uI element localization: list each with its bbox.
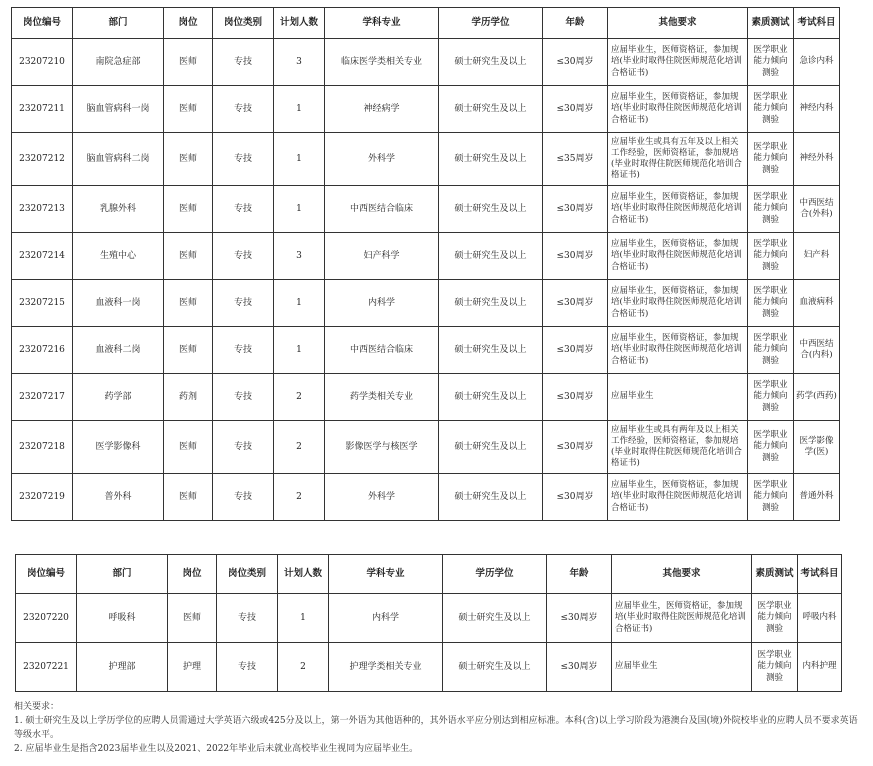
cell-degree: 硕士研究生及以上 (443, 594, 547, 643)
cell-major: 临床医学类相关专业 (325, 39, 439, 86)
cell-count: 2 (274, 374, 325, 421)
table-row (16, 643, 842, 692)
cell-degree: 硕士研究生及以上 (439, 421, 543, 474)
header-quality: 素质测试 (748, 8, 794, 39)
cell-count: 3 (274, 233, 325, 280)
cell-id: 23207210 (12, 39, 73, 86)
cell-category: 专技 (213, 233, 274, 280)
cell-post: 医师 (164, 327, 213, 374)
cell-dept: 医学影像科 (73, 421, 164, 474)
cell-age: ≤30周岁 (543, 280, 608, 327)
header-category: 岗位类别 (217, 555, 278, 594)
cell-req: 应届毕业生，医师资格证，参加规培(毕业时取得住院医师规范化培训合格证书) (608, 86, 748, 133)
cell-req: 应届毕业生，医师资格证，参加规培(毕业时取得住院医师规范化培训合格证书) (608, 39, 748, 86)
cell-count: 1 (274, 327, 325, 374)
cell-req: 应届毕业生，医师资格证，参加规培(毕业时取得住院医师规范化培训合格证书) (608, 474, 748, 521)
cell-category: 专技 (213, 86, 274, 133)
cell-post: 医师 (164, 86, 213, 133)
cell-category: 专技 (213, 327, 274, 374)
header-major: 学科专业 (325, 8, 439, 39)
job-table-1 (11, 7, 840, 521)
cell-quality: 医学职业能力倾向测验 (752, 643, 798, 692)
cell-subject: 中西医结合(外科) (794, 186, 840, 233)
cell-category: 专技 (213, 39, 274, 86)
cell-dept: 南院急症部 (73, 39, 164, 86)
cell-id: 23207215 (12, 280, 73, 327)
cell-quality: 医学职业能力倾向测验 (748, 421, 794, 474)
cell-count: 1 (274, 186, 325, 233)
cell-count: 1 (278, 594, 329, 643)
cell-major: 中西医结合临床 (325, 327, 439, 374)
cell-subject: 急诊内科 (794, 39, 840, 86)
cell-id: 23207220 (16, 594, 77, 643)
cell-dept: 脑血管病科一岗 (73, 86, 164, 133)
cell-quality: 医学职业能力倾向测验 (748, 133, 794, 186)
cell-id: 23207219 (12, 474, 73, 521)
cell-req: 应届毕业生 (612, 643, 752, 692)
cell-post: 医师 (168, 594, 217, 643)
cell-subject: 中西医结合(内科) (794, 327, 840, 374)
header-quality: 素质测试 (752, 555, 798, 594)
cell-degree: 硕士研究生及以上 (439, 39, 543, 86)
cell-age: ≤35周岁 (543, 133, 608, 186)
cell-quality: 医学职业能力倾向测验 (748, 233, 794, 280)
cell-dept: 乳腺外科 (73, 186, 164, 233)
cell-subject: 妇产科 (794, 233, 840, 280)
cell-quality: 医学职业能力倾向测验 (748, 280, 794, 327)
cell-req: 应届毕业生，医师资格证，参加规培(毕业时取得住院医师规范化培训合格证书) (608, 280, 748, 327)
cell-category: 专技 (213, 474, 274, 521)
cell-degree: 硕士研究生及以上 (439, 133, 543, 186)
cell-dept: 呼吸科 (77, 594, 168, 643)
table-row (16, 594, 842, 643)
cell-age: ≤30周岁 (543, 186, 608, 233)
cell-degree: 硕士研究生及以上 (439, 474, 543, 521)
cell-post: 医师 (164, 233, 213, 280)
cell-subject: 药学(西药) (794, 374, 840, 421)
cell-degree: 硕士研究生及以上 (439, 186, 543, 233)
cell-count: 1 (274, 86, 325, 133)
cell-age: ≤30周岁 (543, 374, 608, 421)
cell-age: ≤30周岁 (547, 643, 612, 692)
cell-id: 23207221 (16, 643, 77, 692)
cell-category: 专技 (213, 133, 274, 186)
header-post: 岗位 (164, 8, 213, 39)
cell-degree: 硕士研究生及以上 (439, 86, 543, 133)
cell-req: 应届毕业生或具有五年及以上相关工作经验，医师资格证，参加规培(毕业时取得住院医师规范化培训合格证书) (608, 133, 748, 186)
cell-subject: 医学影像学(医) (794, 421, 840, 474)
cell-age: ≤30周岁 (543, 474, 608, 521)
cell-major: 神经病学 (325, 86, 439, 133)
cell-subject: 普通外科 (794, 474, 840, 521)
table-row (12, 327, 840, 374)
table-header-row (12, 8, 840, 39)
header-id: 岗位编号 (16, 555, 77, 594)
cell-subject: 神经内科 (794, 86, 840, 133)
cell-dept: 血液科二岗 (73, 327, 164, 374)
cell-subject: 血液病科 (794, 280, 840, 327)
notes-line-1: 1. 硕士研究生及以上学历学位的应聘人员需通过大学英语六级或425分及以上，第一外语为其他语种的，其外语水平应分别达到相应标准。本科(含)以上学习阶段为港澳台及国(境)外院校毕业的应聘人员不要求英语等级水平。 (14, 716, 858, 740)
cell-degree: 硕士研究生及以上 (439, 233, 543, 280)
cell-post: 医师 (164, 39, 213, 86)
header-age: 年龄 (543, 8, 608, 39)
cell-category: 专技 (217, 643, 278, 692)
table-row (12, 233, 840, 280)
cell-post: 医师 (164, 280, 213, 327)
notes-line-2: 2. 应届毕业生是指含2023届毕业生以及2021、2022年毕业后未就业高校毕业生视同为应届毕业生。 (14, 744, 419, 754)
table-row (12, 186, 840, 233)
cell-subject: 神经外科 (794, 133, 840, 186)
cell-dept: 生殖中心 (73, 233, 164, 280)
header-dept: 部门 (77, 555, 168, 594)
cell-id: 23207216 (12, 327, 73, 374)
table-row (12, 133, 840, 186)
cell-req: 应届毕业生，医师资格证，参加规培(毕业时取得住院医师规范化培训合格证书) (608, 233, 748, 280)
cell-count: 2 (274, 421, 325, 474)
cell-major: 外科学 (325, 474, 439, 521)
cell-category: 专技 (213, 280, 274, 327)
header-post: 岗位 (168, 555, 217, 594)
header-degree: 学历学位 (443, 555, 547, 594)
notes-title: 相关要求： (14, 702, 60, 712)
cell-count: 1 (274, 280, 325, 327)
cell-quality: 医学职业能力倾向测验 (748, 39, 794, 86)
cell-count: 1 (274, 133, 325, 186)
cell-dept: 普外科 (73, 474, 164, 521)
cell-count: 2 (278, 643, 329, 692)
cell-category: 专技 (213, 374, 274, 421)
header-count: 计划人数 (278, 555, 329, 594)
table-row (12, 86, 840, 133)
cell-quality: 医学职业能力倾向测验 (748, 374, 794, 421)
table-row (12, 474, 840, 521)
cell-id: 23207212 (12, 133, 73, 186)
cell-major: 内科学 (329, 594, 443, 643)
job-table-2 (15, 554, 842, 692)
header-req: 其他要求 (612, 555, 752, 594)
cell-category: 专技 (213, 186, 274, 233)
cell-req: 应届毕业生，医师资格证，参加规培(毕业时取得住院医师规范化培训合格证书) (612, 594, 752, 643)
cell-major: 内科学 (325, 280, 439, 327)
header-id: 岗位编号 (12, 8, 73, 39)
table-header-row (16, 555, 842, 594)
table-row (12, 39, 840, 86)
cell-dept: 血液科一岗 (73, 280, 164, 327)
cell-age: ≤30周岁 (547, 594, 612, 643)
cell-post: 医师 (164, 186, 213, 233)
cell-age: ≤30周岁 (543, 327, 608, 374)
cell-count: 3 (274, 39, 325, 86)
header-major: 学科专业 (329, 555, 443, 594)
cell-dept: 脑血管病科二岗 (73, 133, 164, 186)
cell-quality: 医学职业能力倾向测验 (748, 327, 794, 374)
header-req: 其他要求 (608, 8, 748, 39)
cell-count: 2 (274, 474, 325, 521)
cell-id: 23207214 (12, 233, 73, 280)
header-subject: 考试科目 (798, 555, 842, 594)
cell-major: 妇产科学 (325, 233, 439, 280)
cell-age: ≤30周岁 (543, 421, 608, 474)
header-count: 计划人数 (274, 8, 325, 39)
cell-dept: 护理部 (77, 643, 168, 692)
cell-subject: 内科护理 (798, 643, 842, 692)
cell-category: 专技 (217, 594, 278, 643)
table-row (12, 280, 840, 327)
cell-major: 影像医学与核医学 (325, 421, 439, 474)
header-category: 岗位类别 (213, 8, 274, 39)
cell-degree: 硕士研究生及以上 (439, 374, 543, 421)
cell-category: 专技 (213, 421, 274, 474)
header-dept: 部门 (73, 8, 164, 39)
cell-age: ≤30周岁 (543, 233, 608, 280)
cell-req: 应届毕业生，医师资格证，参加规培(毕业时取得住院医师规范化培训合格证书) (608, 327, 748, 374)
cell-major: 中西医结合临床 (325, 186, 439, 233)
table-row (12, 421, 840, 474)
cell-id: 23207213 (12, 186, 73, 233)
cell-req: 应届毕业生 (608, 374, 748, 421)
cell-quality: 医学职业能力倾向测验 (752, 594, 798, 643)
table-row (12, 374, 840, 421)
cell-post: 医师 (164, 421, 213, 474)
cell-post: 护理 (168, 643, 217, 692)
cell-major: 护理学类相关专业 (329, 643, 443, 692)
cell-subject: 呼吸内科 (798, 594, 842, 643)
header-degree: 学历学位 (439, 8, 543, 39)
notes-section (14, 700, 864, 756)
header-subject: 考试科目 (794, 8, 840, 39)
cell-major: 药学类相关专业 (325, 374, 439, 421)
cell-id: 23207217 (12, 374, 73, 421)
cell-age: ≤30周岁 (543, 86, 608, 133)
cell-req: 应届毕业生，医师资格证，参加规培(毕业时取得住院医师规范化培训合格证书) (608, 186, 748, 233)
cell-quality: 医学职业能力倾向测验 (748, 186, 794, 233)
cell-degree: 硕士研究生及以上 (439, 280, 543, 327)
cell-quality: 医学职业能力倾向测验 (748, 474, 794, 521)
cell-major: 外科学 (325, 133, 439, 186)
cell-req: 应届毕业生或具有两年及以上相关工作经验，医师资格证，参加规培(毕业时取得住院医师规范化培训合格证书) (608, 421, 748, 474)
cell-post: 医师 (164, 133, 213, 186)
cell-post: 医师 (164, 474, 213, 521)
cell-degree: 硕士研究生及以上 (443, 643, 547, 692)
cell-id: 23207218 (12, 421, 73, 474)
cell-age: ≤30周岁 (543, 39, 608, 86)
cell-post: 药剂 (164, 374, 213, 421)
cell-id: 23207211 (12, 86, 73, 133)
cell-dept: 药学部 (73, 374, 164, 421)
header-age: 年龄 (547, 555, 612, 594)
cell-degree: 硕士研究生及以上 (439, 327, 543, 374)
cell-quality: 医学职业能力倾向测验 (748, 86, 794, 133)
